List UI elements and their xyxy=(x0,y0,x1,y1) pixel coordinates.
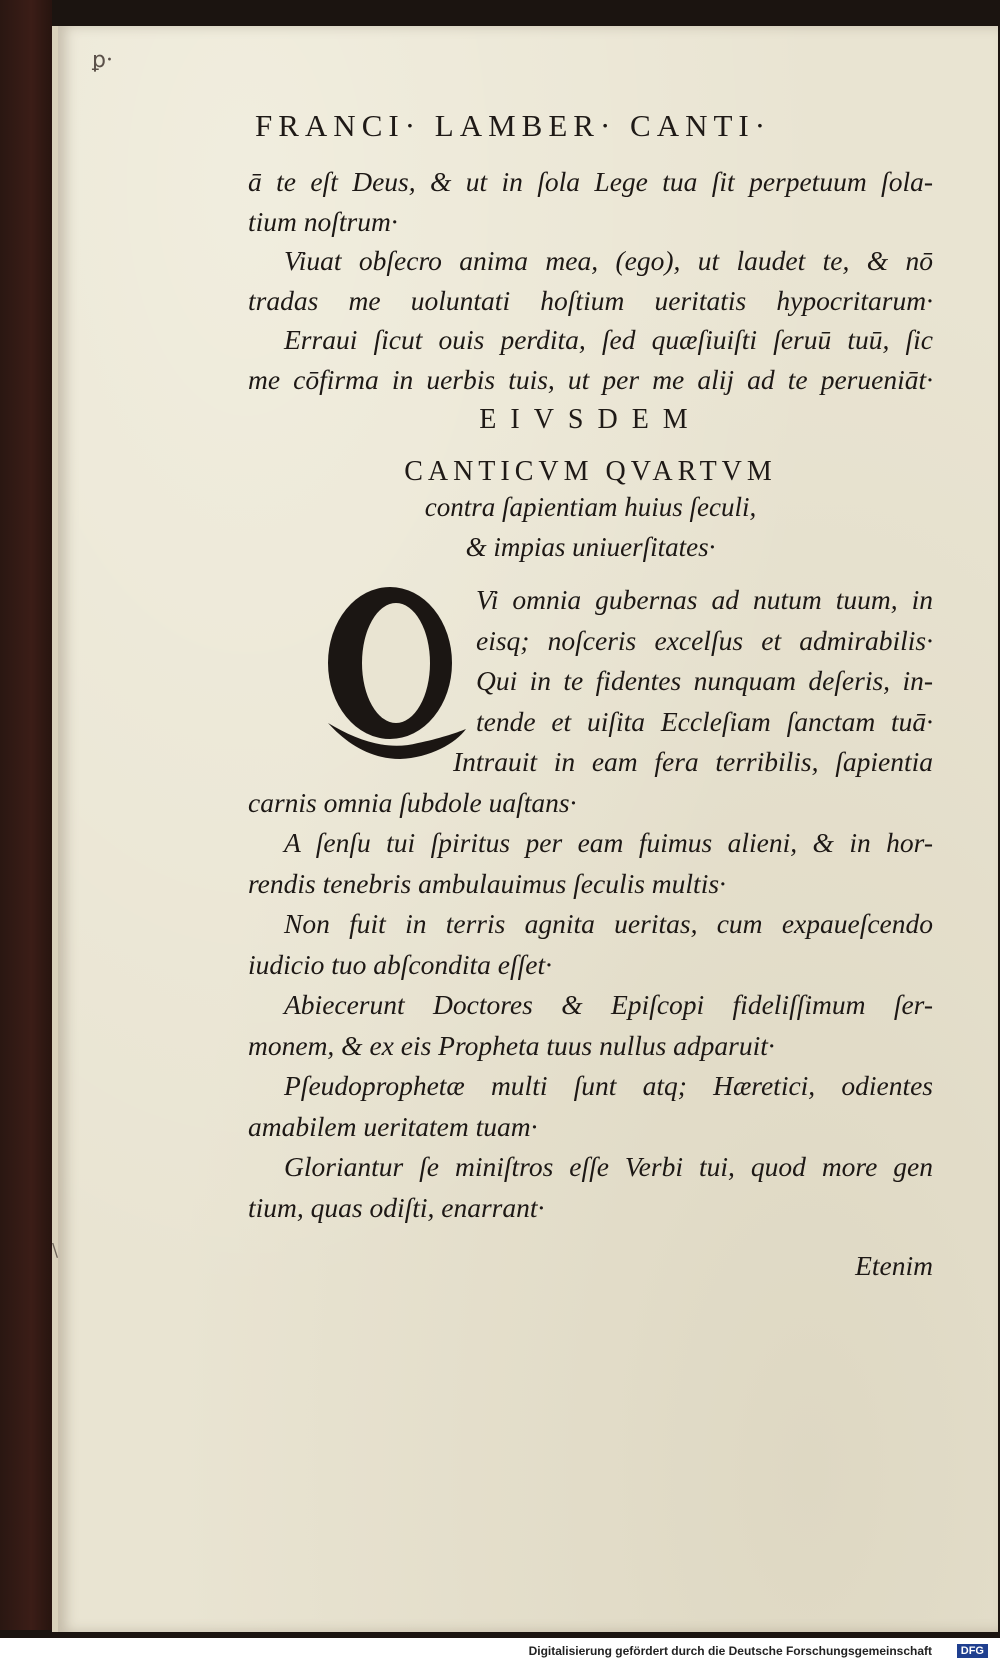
catchword: Etenim xyxy=(855,1250,933,1281)
text-line: rendis tenebris ambulauimus ſeculis multis· xyxy=(248,867,726,899)
running-head: FRANCI· LAMBER· CANTI· xyxy=(255,108,772,143)
canticle-subtitle: & impias uniuerſitates· xyxy=(465,532,716,562)
footer-credit: Digitalisierung gefördert durch die Deutsche Forschungsgemeinschaft xyxy=(528,1644,932,1658)
scan-binding-edge xyxy=(0,0,52,1630)
text-line: Non fuit in terris agnita ueritas, cum expaueſcendo xyxy=(284,908,933,939)
canticle-title: CANTICVM QVARTVM xyxy=(404,456,777,487)
text-line: eisq; noſceris excelſus et admirabilis· xyxy=(476,624,933,656)
text-line: Qui in te fidentes nunquam deſeris, in- xyxy=(476,665,933,696)
text-line: Intrauit in eam fera terribilis, ſapientia xyxy=(453,746,933,777)
text-line: Pſeudoprophetæ multi ſunt atq; Hæretici, odientes xyxy=(284,1070,933,1101)
margin-mark: \ xyxy=(52,1240,59,1261)
top-text-block xyxy=(248,162,933,399)
text-line: ā te eſt Deus, & ut in ſola Lege tua ſit perpetuum ſola- xyxy=(248,166,933,197)
text-line: carnis omnia ſubdole uaſtans· xyxy=(248,786,577,818)
text-line: Vi omnia gubernas ad nutum tuum, in xyxy=(476,584,933,615)
text-line: A ſenſu tui ſpiritus per eam fuimus alieni, & in hor- xyxy=(284,827,933,858)
text-line: tium noſtrum· xyxy=(248,205,398,237)
text-line: tradas me uoluntati hoſtium ueritatis hypocritarum· xyxy=(248,284,933,316)
text-line: amabilem ueritatem tuam· xyxy=(248,1110,538,1142)
text-line: Gloriantur ſe miniſtros eſſe Verbi tui, quod more gen xyxy=(284,1151,933,1182)
text-line: tende et uiſita Eccleſiam ſanctam tuā· xyxy=(476,705,933,737)
text-line: iudicio tuo abſcondita eſſet· xyxy=(248,948,552,980)
footer-bar xyxy=(0,1638,1000,1667)
text-line: Erraui ſicut ouis perdita, ſed quæſiuiſti ſeruū tuū, ſic xyxy=(284,324,933,355)
text-line: monem, & ex eis Propheta tuus nullus adparuit· xyxy=(248,1029,775,1061)
text-line: me cōfirma in uerbis tuis, ut per me alij ad te perueniāt· xyxy=(248,363,933,395)
canticle-body xyxy=(248,580,933,1287)
text-line: Viuat obſecro anima mea, (ego), ut laudet te, & nō xyxy=(284,245,933,276)
section-heading: EIVSDEM xyxy=(479,404,702,435)
dfg-logo: DFG xyxy=(957,1644,988,1658)
text-line: tium, quas odiſti, enarrant· xyxy=(248,1191,545,1223)
corner-annotation: ꝑ· xyxy=(92,48,113,73)
canticle-subtitle: contra ſapientiam huius ſeculi, xyxy=(424,492,757,522)
text-line: Abiecerunt Doctores & Epiſcopi fideliſſimum ſer- xyxy=(284,989,933,1020)
